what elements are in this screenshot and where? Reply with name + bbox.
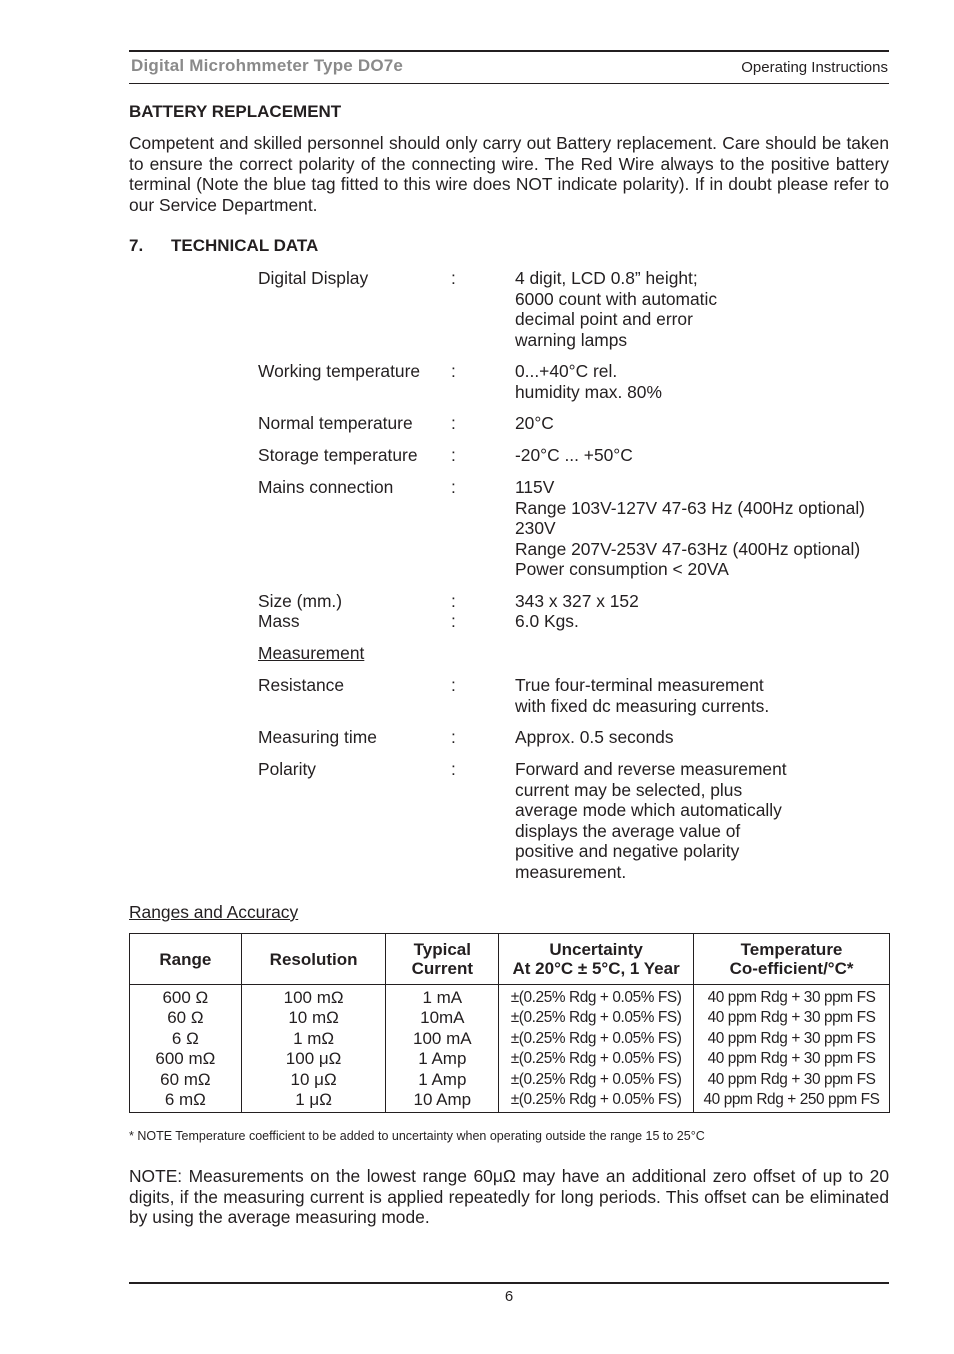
footer-rule <box>129 1282 889 1284</box>
table-row <box>130 985 890 1113</box>
spec-label: Storage temperature <box>258 445 418 465</box>
table-footnote: * NOTE Temperature coefficient to be added to uncertainty when operating outside the range 15 to 25°C <box>129 1129 705 1143</box>
table-cell: 10 mΩ <box>288 1008 339 1028</box>
table-cell: ±(0.25% Rdg + 0.05% FS) <box>510 1091 682 1109</box>
battery-paragraph: Competent and skilled personnel should only carry out Battery replacement. Care should be taken to ensure the correct polarity of the connecting wire. The Red Wire always to the positive battery terminal (Note the blue tag fitted to this wire does NOT indicate polarity). If in doubt please refer to our Service Department. <box>129 133 889 215</box>
spec-colon: : <box>451 675 456 695</box>
spec-label: Polarity <box>258 759 316 779</box>
spec-value <box>515 675 769 716</box>
table-header-row <box>130 934 890 985</box>
spec-label: Resistance <box>258 675 345 695</box>
battery-heading: BATTERY REPLACEMENT <box>129 102 342 121</box>
spec-value-line: warning lamps <box>515 329 628 350</box>
header-line: Current <box>411 959 474 978</box>
table-cell: 40 ppm Rdg + 30 ppm FS <box>707 1050 876 1068</box>
spec-value-line: Range 207V-253V 47-63Hz (400Hz optional) <box>515 538 861 559</box>
spec-value <box>515 268 717 350</box>
table-cell: 40 ppm Rdg + 30 ppm FS <box>707 989 876 1006</box>
column-header-resolution <box>241 934 386 985</box>
header-section-label: Operating Instructions <box>741 59 888 76</box>
spec-value-line: with fixed dc measuring currents. <box>515 695 770 716</box>
spec-colon: : <box>451 727 456 747</box>
table-cell: 10 Amp <box>413 1090 472 1110</box>
spec-value <box>515 361 662 402</box>
table-cell: 100 mΩ <box>283 988 344 1007</box>
spec-value-line: Range 103V-127V 47-63 Hz (400Hz optional) <box>515 497 865 518</box>
section-number: 7. <box>129 236 144 255</box>
spec-value <box>515 477 865 580</box>
resolution-cell <box>241 985 386 1113</box>
table-cell: ±(0.25% Rdg + 0.05% FS) <box>510 1050 682 1068</box>
ranges-heading: Ranges and Accuracy <box>129 902 299 922</box>
spec-colon: : <box>451 477 456 497</box>
spec-value: Approx. 0.5 seconds <box>515 727 674 747</box>
spec-value-line: measurement. <box>515 861 627 882</box>
spec-colon: : <box>451 361 456 381</box>
spec-value: 20°C <box>515 413 554 433</box>
spec-colon: : <box>451 611 456 631</box>
table-cell: 40 ppm Rdg + 30 ppm FS <box>707 1029 876 1047</box>
spec-value-line: Power consumption < 20VA <box>515 559 729 579</box>
table-cell: 6 Ω <box>171 1028 199 1048</box>
technical-data-heading: TECHNICAL DATA <box>171 236 319 255</box>
header-line: Resolution <box>269 949 358 969</box>
spec-label: Normal temperature <box>258 413 413 433</box>
spec-value <box>515 759 787 882</box>
table-cell: 6 mΩ <box>164 1090 206 1110</box>
spec-value-line: Forward and reverse measurement <box>515 759 787 779</box>
spec-value-line: humidity max. 80% <box>515 381 662 402</box>
table-cell: 1 Amp <box>418 1049 467 1069</box>
spec-colon: : <box>451 591 456 611</box>
spec-label: Working temperature <box>258 361 421 381</box>
header-bottom-rule <box>129 83 889 84</box>
header-line: Temperature <box>740 940 843 959</box>
temp-coefficient-cell <box>694 985 890 1113</box>
column-header-range <box>130 934 242 985</box>
table-cell: 40 ppm Rdg + 30 ppm FS <box>707 1009 876 1027</box>
spec-value: 6.0 Kgs. <box>515 611 579 631</box>
table-cell: 60 mΩ <box>160 1069 211 1089</box>
spec-label: Size (mm.) <box>258 591 343 611</box>
table-cell: 600 mΩ <box>155 1049 216 1069</box>
spec-label: Measuring time <box>258 727 377 747</box>
spec-value-line: 4 digit, LCD 0.8” height; <box>515 268 698 288</box>
spec-value-line: displays the average value of <box>515 820 741 841</box>
spec-value-line: 115V <box>515 477 555 497</box>
table-cell: 100 μΩ <box>285 1049 342 1069</box>
uncertainty-cell <box>499 985 694 1113</box>
spec-value-line: True four-terminal measurement <box>515 675 764 695</box>
table-cell: ±(0.25% Rdg + 0.05% FS) <box>510 989 682 1006</box>
table-cell: ±(0.25% Rdg + 0.05% FS) <box>510 1070 682 1088</box>
table-cell: ±(0.25% Rdg + 0.05% FS) <box>510 1009 682 1027</box>
spec-value-line: 230V <box>515 518 556 538</box>
table-cell: 1 mΩ <box>293 1028 335 1048</box>
table-cell: ±(0.25% Rdg + 0.05% FS) <box>510 1029 682 1047</box>
spec-label: Digital Display <box>258 268 369 288</box>
table-cell: 40 ppm Rdg + 250 ppm FS <box>703 1091 880 1109</box>
spec-value: 343 x 327 x 152 <box>515 591 639 611</box>
spec-colon: : <box>451 759 456 779</box>
table-cell: 100 mA <box>413 1028 472 1048</box>
spec-colon: : <box>451 413 456 433</box>
header-top-rule <box>129 50 889 52</box>
measurement-subheading: Measurement <box>258 643 365 663</box>
column-header-current <box>386 934 499 985</box>
table-cell: 600 Ω <box>162 988 209 1007</box>
table-cell: 10 μΩ <box>290 1069 337 1089</box>
column-header-temp-coefficient <box>694 934 890 985</box>
table-cell: 1 mA <box>422 988 463 1007</box>
spec-value-line: average mode which automatically <box>515 800 782 820</box>
spec-value-line: decimal point and error <box>515 309 693 329</box>
spec-colon: : <box>451 445 456 465</box>
spec-value-line: 0...+40°C rel. <box>515 361 618 381</box>
table-cell: 1 μΩ <box>295 1090 332 1110</box>
header-line: At 20°C ± 5°C, 1 Year <box>512 959 680 978</box>
current-cell <box>386 985 499 1113</box>
header-line: Range <box>159 949 212 969</box>
table-cell: 60 Ω <box>167 1008 204 1028</box>
spec-value-line: current may be selected, plus <box>515 779 743 800</box>
document-title: Digital Microhmmeter Type DO7e <box>131 56 404 75</box>
ranges-accuracy-table <box>129 933 890 1113</box>
spec-value-line: positive and negative polarity <box>515 841 740 861</box>
spec-label: Mains connection <box>258 477 394 497</box>
table-cell: 10mA <box>420 1008 465 1028</box>
header-line: Co-efficient/°C* <box>729 959 854 978</box>
spec-colon: : <box>451 268 456 288</box>
header-line: Typical <box>413 940 471 959</box>
spec-value-line: 6000 count with automatic <box>515 288 718 309</box>
table-cell: 1 Amp <box>418 1069 467 1089</box>
spec-value: -20°C ... +50°C <box>515 445 633 465</box>
page-number: 6 <box>504 1288 514 1305</box>
table-cell: 40 ppm Rdg + 30 ppm FS <box>707 1070 876 1088</box>
column-header-uncertainty <box>499 934 694 985</box>
zero-offset-note: NOTE: Measurements on the lowest range 60μΩ may have an additional zero offset of up to 20 digits, if the measuring current is applied repeatedly for long periods. This offset can be eliminated by using the average measuring mode. <box>129 1166 889 1227</box>
range-cell <box>130 985 242 1113</box>
spec-label: Mass <box>258 611 300 631</box>
header-line: Uncertainty <box>549 940 643 959</box>
